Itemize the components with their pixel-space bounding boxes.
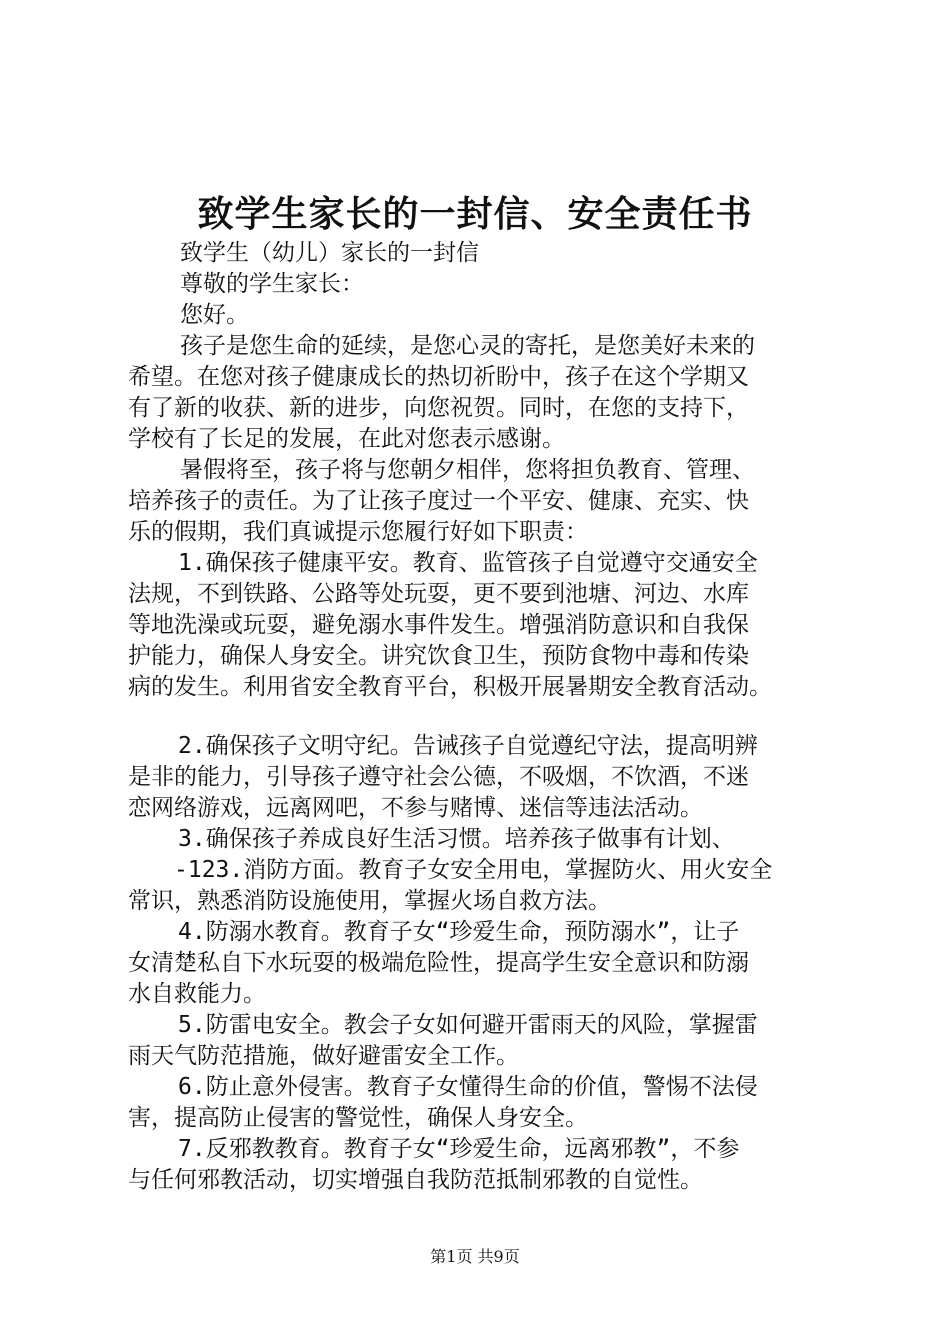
list-item-line: 3.确保孩子养成良好生活习惯。培养孩子做事有计划、 (178, 826, 735, 852)
paragraph-gap (128, 703, 843, 731)
paragraph-line: 暑假将至，孩子将与您朝夕相伴，您将担负教育、管理、 (180, 457, 755, 483)
list-item-line: 是非的能力，引导孩子遵守社会公德，不吸烟，不饮酒，不迷 (128, 764, 749, 790)
list-item-line: 等地洗澡或玩耍，避免溺水事件发生。增强消防意识和自我保 (128, 612, 749, 638)
list-item-line: 护能力，确保人身安全。讲究饮食卫生，预防食物中毒和传染 (128, 643, 749, 669)
list-item-line: -123.消防方面。教育子女安全用电，掌握防火、用火安全 (174, 857, 773, 883)
letter-heading: 致学生（幼儿）家长的一封信 (180, 240, 479, 266)
page-number-footer: 第1页 共9页 (430, 1247, 520, 1266)
paragraph-line: 学校有了长足的发展，在此对您表示感谢。 (128, 426, 565, 452)
paragraph-line: 培养孩子的责任。为了让孩子度过一个平安、健康、充实、快 (128, 488, 749, 514)
list-item-line: 女清楚私自下水玩耍的极端危险性，提高学生安全意识和防溺 (128, 950, 749, 976)
list-item-line: 5.防雷电安全。教会子女如何避开雷雨天的风险，掌握雷 (178, 1012, 758, 1038)
list-item-line: 4.防溺水教育。教育子女“珍爱生命，预防溺水”，让子 (178, 919, 740, 945)
salutation: 尊敬的学生家长： (180, 271, 364, 297)
list-item-line: 与任何邪教活动，切实增强自我防范抵制邪教的自觉性。 (128, 1167, 703, 1193)
paragraph-line: 希望。在您对孩子健康成长的热切祈盼中，孩子在这个学期又 (128, 364, 749, 390)
list-item-line: 1.确保孩子健康平安。教育、监管孩子自觉遵守交通安全 (178, 550, 758, 576)
paragraph-line: 孩子是您生命的延续，是您心灵的寄托，是您美好未来的 (180, 333, 755, 359)
list-item-line: 水自救能力。 (128, 981, 266, 1007)
list-item-line: 病的发生。利用省安全教育平台，积极开展暑期安全教育活动。 (128, 674, 772, 700)
paragraph-line: 乐的假期，我们真诚提示您履行好如下职责： (128, 519, 588, 545)
list-item-line: 害，提高防止侵害的警觉性，确保人身安全。 (128, 1105, 588, 1131)
document-title: 致学生家长的一封信、安全责任书 (197, 193, 753, 235)
document-body (128, 238, 843, 1196)
list-item-line: 常识，熟悉消防设施使用，掌握火场自救方法。 (128, 888, 611, 914)
list-item-line: 恋网络游戏，远离网吧，不参与赌博、迷信等违法活动。 (128, 795, 703, 821)
paragraph-line: 有了新的收获、新的进步，向您祝贺。同时，在您的支持下， (128, 395, 749, 421)
list-item-line: 6.防止意外侵害。教育子女懂得生命的价值，警惕不法侵 (178, 1074, 758, 1100)
list-item-line: 法规，不到铁路、公路等处玩耍，更不要到池塘、河边、水库 (128, 581, 749, 607)
list-item-line: 7.反邪教教育。教育子女“珍爱生命，远离邪教”，不参 (178, 1136, 740, 1162)
list-item-line: 雨天气防范措施，做好避雷安全工作。 (128, 1043, 519, 1069)
list-item-line: 2.确保孩子文明守纪。告诫孩子自觉遵纪守法，提高明辨 (178, 733, 758, 759)
greeting: 您好。 (180, 302, 249, 328)
